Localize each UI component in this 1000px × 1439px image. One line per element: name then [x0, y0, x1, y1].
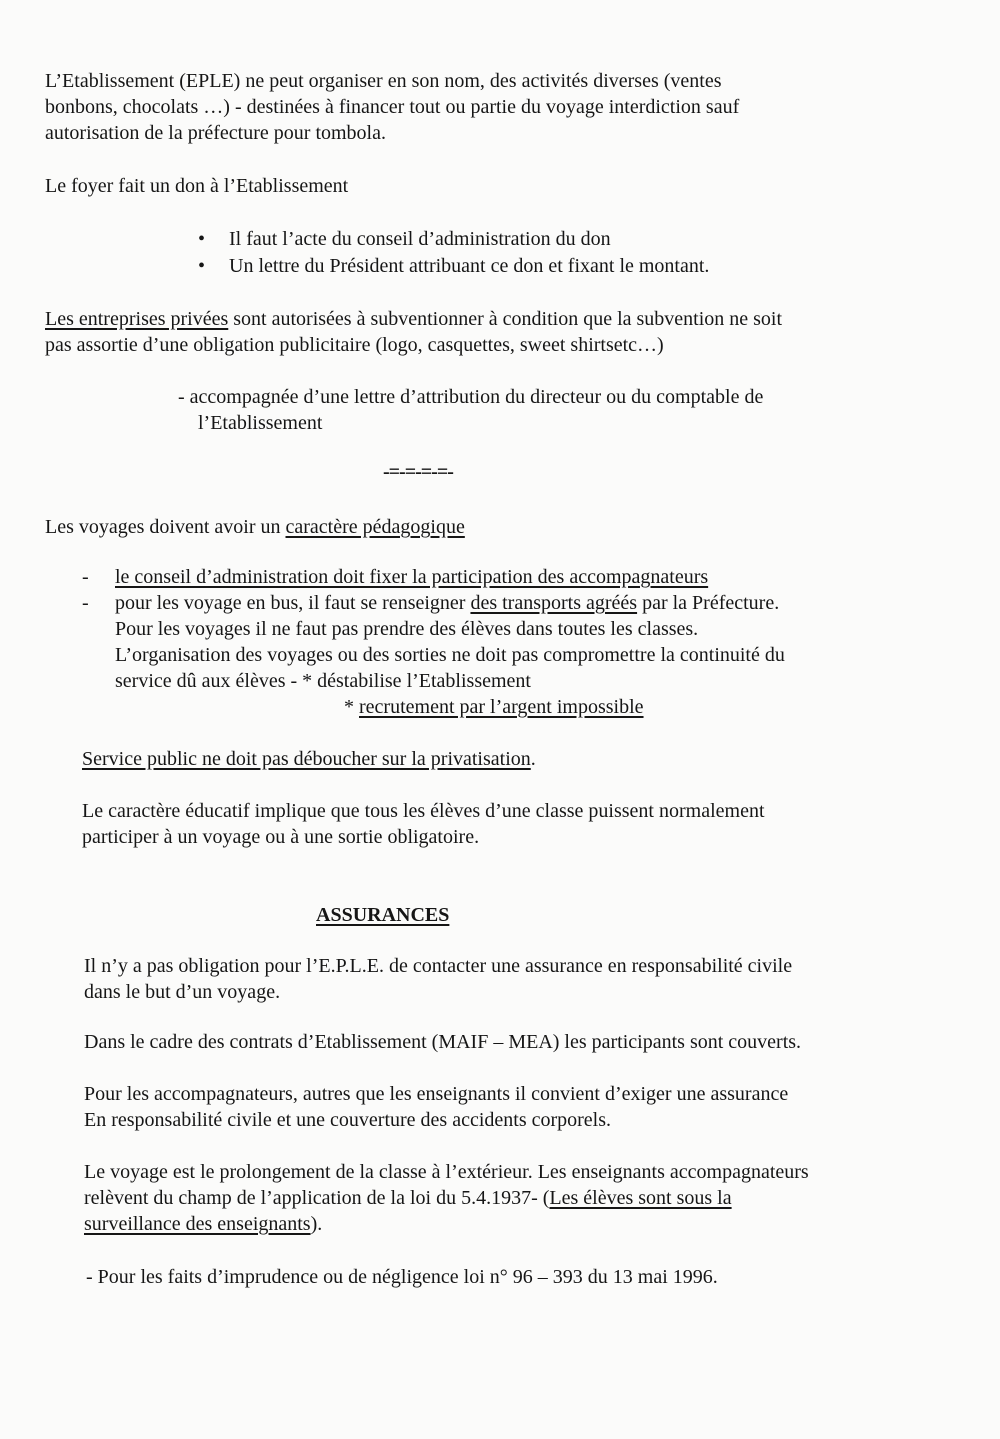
dash-item-line: L’organisation des voyages ou des sorties ne doit pas compromettre la continuité du — [115, 644, 785, 666]
dash-marker: - — [82, 592, 89, 614]
assurance-line: En responsabilité civile et une couverture des accidents corporels. — [84, 1109, 612, 1131]
voyages-underlined: caractère pédagogique — [285, 516, 465, 538]
paragraph-line: bonbons, chocolats …) - destinées à financer tout ou partie du voyage interdiction sauf — [45, 96, 740, 118]
dash-item-prefix: pour les voyage en bus, il faut se renseigner — [115, 592, 471, 614]
paragraph-line: autorisation de la préfecture pour tombola. — [45, 122, 386, 144]
dash-item-underlined: des transports agréés — [470, 592, 638, 614]
bullet-icon: • — [198, 228, 206, 250]
foyer-text: Le foyer fait un don à l’Etablissement — [45, 175, 349, 197]
paragraph-line: L’Etablissement (EPLE) ne peut organiser en son nom, des activités diverses (ventes — [45, 70, 722, 92]
imprudence-line: - Pour les faits d’imprudence ou de négligence loi n° 96 – 393 du 13 mai 1996. — [86, 1266, 718, 1288]
educatif-line: Le caractère éducatif implique que tous les élèves d’une classe puissent normalement — [82, 800, 765, 822]
accompagnee-line: - accompagnée d’une lettre d’attribution du directeur ou du comptable de — [178, 386, 764, 408]
entreprises-line: pas assortie d’une obligation publicitaire (logo, casquettes, sweet shirtsetc…) — [45, 334, 664, 356]
section-title-assurances: ASSURANCES — [316, 904, 450, 926]
dash-item-line — [344, 694, 644, 720]
assurance-line: Pour les accompagnateurs, autres que les enseignants il convient d’exiger une assurance — [84, 1083, 789, 1105]
foyer-bullet-item: Un lettre du Président attribuant ce don et fixant le montant. — [229, 255, 710, 277]
star-marker: * — [344, 696, 359, 718]
service-public-line — [82, 746, 536, 772]
entreprises-line — [45, 306, 782, 332]
assurance-line: Dans le cadre des contrats d’Etablissement (MAIF – MEA) les participants sont couverts. — [84, 1031, 802, 1053]
service-public-suffix: . — [530, 748, 536, 770]
assurance-line — [84, 1211, 322, 1237]
dash-item-line: service dû aux élèves - * déstabilise l’Etablissement — [115, 670, 531, 692]
separator: -=-=-=-=- — [383, 461, 453, 483]
assurance-underlined: Les élèves sont sous la — [549, 1187, 732, 1209]
assurance-underlined: surveillance des enseignants — [84, 1213, 311, 1235]
service-public-underlined: Service public ne doit pas déboucher sur la privatisation — [82, 748, 531, 770]
entreprises-text: sont autorisées à subventionner à condition que la subvention ne soit — [228, 308, 783, 330]
assurance-line: Le voyage est le prolongement de la classe à l’extérieur. Les enseignants accompagnateurs — [84, 1161, 809, 1183]
entreprises-label: Les entreprises privées — [45, 308, 229, 330]
assurance-suffix: ). — [310, 1213, 323, 1235]
dash-item-underlined: recrutement par l’argent impossible — [359, 696, 644, 718]
bleed-through-text — [386, 132, 393, 159]
assurance-line: dans le but d’un voyage. — [84, 981, 281, 1003]
voyages-line — [45, 514, 465, 540]
dash-item-line: Pour les voyages il ne faut pas prendre des élèves dans toutes les classes. — [115, 618, 699, 640]
assurance-line: Il n’y a pas obligation pour l’E.P.L.E. de contacter une assurance en responsabilité civile — [84, 955, 793, 977]
assurance-prefix: relèvent du champ de l’application de la loi du 5.4.1937- ( — [84, 1187, 550, 1209]
dash-marker: - — [82, 566, 89, 588]
voyages-prefix: Les voyages doivent avoir un — [45, 516, 286, 538]
foyer-bullet-item: Il faut l’acte du conseil d’administration du don — [229, 228, 611, 250]
dash-item — [115, 590, 779, 616]
dash-item: le conseil d’administration doit fixer la participation des accompagnateurs — [115, 566, 709, 588]
accompagnee-line: l’Etablissement — [198, 412, 323, 434]
educatif-line: participer à un voyage ou à une sortie obligatoire. — [82, 826, 480, 848]
dash-item-suffix: par la Préfecture. — [637, 592, 780, 614]
bullet-icon: • — [198, 255, 206, 277]
assurance-line — [84, 1185, 732, 1211]
